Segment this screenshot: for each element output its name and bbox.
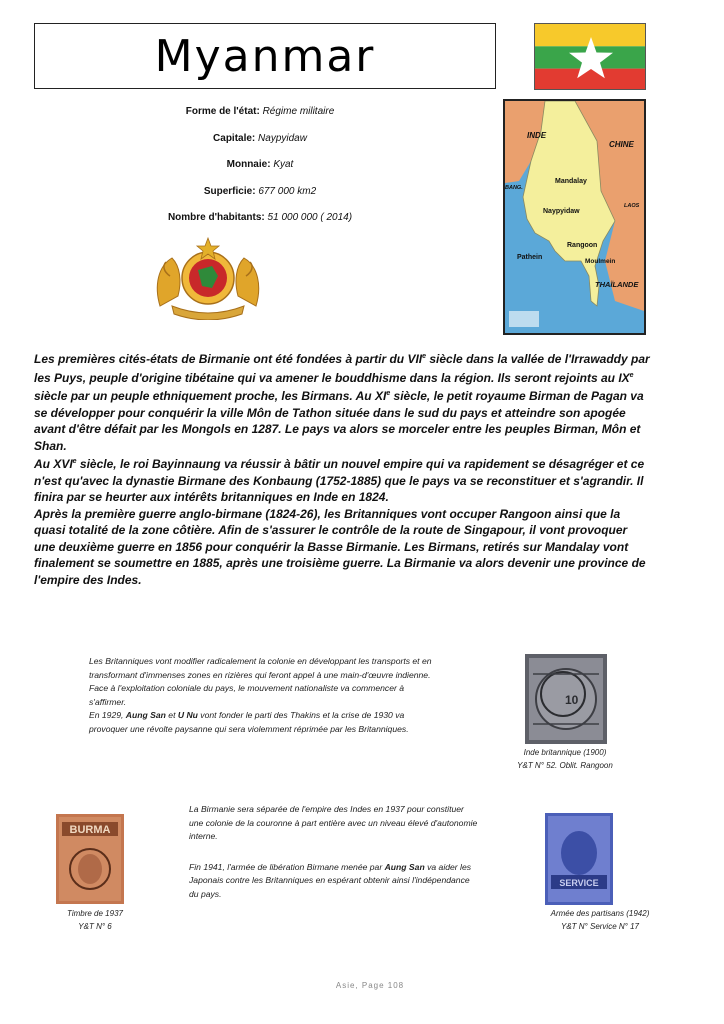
history-paragraph-3: Après la première guerre anglo-birmane (1824-26), les Britanniques vont occuper Rangoon ainsi que la quasi totalité de la zone côtière. Afin de s'assurer le contrôle de la route de Singapour, il vont provoquer une deuxième guerre en 1856 pour conquérir la Basse Birmanie. Les Birmans, retirés sur Mandalay vont finalement se soumettre en 1885, après une troisième guerre. La Birmanie va alors devenir une province de l'empire des Indes. bbox=[34, 506, 646, 587]
map-label-laos: LAOS bbox=[624, 203, 640, 209]
info-row-monnaie: Monnaie: Kyat bbox=[226, 159, 294, 170]
flag-graphic bbox=[535, 24, 646, 90]
map-label-bang: BANG. bbox=[505, 185, 523, 191]
map-label-moulmein: Moulmein bbox=[585, 258, 616, 265]
stamp-partisans-caption: Armée des partisans (1942) Y&T N° Service N° 17 bbox=[550, 909, 650, 931]
info-row-forme: Forme de l'état: Régime militaire bbox=[185, 106, 335, 117]
history-paragraph-2: Au XVIe siècle, le roi Bayinnaung va réussir à bâtir un nouvel empire qui va rapidement se désagréger et ce n'est qu'avec la dynastie Birmane des Konbaung (1752-1885) que le pays va se reconstituer et s'agrandir. Il finira par se heurter aux intérêts britanniques en Inde en 1824. bbox=[34, 457, 645, 504]
stamp-india-1900 bbox=[525, 654, 607, 744]
emblem-graphic bbox=[150, 236, 266, 320]
colonial-paragraph-1: Les Britanniques vont modifier radicalement la colonie en développant les transports et en transformant d'immenses zones en rizières qui feront appel à une main-d'œuvre indienne. Face à l'exploitation coloniale du pays, le mouvement nationaliste va commencer à s'affirmer. bbox=[89, 656, 432, 707]
main-history-text bbox=[34, 349, 650, 588]
info-row-superficie: Superficie: 677 000 km2 bbox=[203, 185, 317, 197]
page-footer: Asie, Page 108 bbox=[335, 981, 405, 990]
independence-paragraph-2: Fin 1941, l'armée de libération Birmane menée par Aung San va aider les Japonais contre les Britanniques en espérant obtenir ainsi l'indépendance du pays. bbox=[189, 861, 472, 899]
stamp-partisans-1942 bbox=[545, 813, 613, 905]
independence-paragraph-1: La Birmanie sera séparée de l'empire des Indes en 1937 pour constituer une colonie de la couronne à part entière avec un niveau élevé d'autonomie interne. bbox=[189, 804, 478, 842]
info-row-capitale: Capitale: Naypyidaw bbox=[213, 132, 307, 144]
stamp-service-text: SERVICE bbox=[559, 878, 599, 888]
coat-of-arms bbox=[150, 236, 266, 320]
map-label-thailande: THAÏLANDE bbox=[595, 280, 639, 289]
colonial-text bbox=[89, 655, 439, 737]
map-label-mandalay: Mandalay bbox=[555, 178, 587, 185]
map-label-rangoon: Rangoon bbox=[567, 242, 598, 249]
title-box bbox=[34, 23, 496, 89]
stamp-burma-caption: Timbre de 1937 Y&T N° 6 bbox=[67, 909, 123, 931]
colonial-paragraph-2: En 1929, Aung San et U Nu vont fonder le parti des Thakins et la crise de 1930 va provoquer une révolte paysanne qui sera violemment réprimée par les Britanniques. bbox=[89, 710, 409, 734]
map-label-pathein: Pathein bbox=[517, 254, 543, 261]
myanmar-map bbox=[503, 99, 646, 335]
map-label-inde: INDE bbox=[527, 131, 547, 140]
myanmar-flag bbox=[534, 23, 646, 90]
country-info bbox=[90, 104, 430, 237]
stamp-burma-text: BURMA bbox=[69, 824, 111, 836]
stamp-india-caption: Inde britannique (1900) Y&T N° 52. Oblit. Rangoon bbox=[517, 748, 613, 770]
history-paragraph-1: Les premières cités-états de Birmanie ont été fondées à partir du VIIe siècle dans la vallée de l'Irrawaddy par les Puys, peuple d'origine tibétaine qui va amener le bouddhisme dans la région. Ils seront rejoints au IXe siècle par un peuple ethniquement proche, les Birmans. Au XIe siècle, le petit royaume Birman de Pagan va se développer pour conquérir la ville Môn de Tathon située dans le sud du pays et atteindre son apogée avant d'être défait par les Mongols en 1287. Le pays va alors se morceler entre les peuples Birman, Môn et Shan. bbox=[34, 352, 650, 453]
stamp-postmark-text: 10 bbox=[565, 693, 579, 707]
independence-text bbox=[189, 803, 479, 902]
map-label-chine: CHINE bbox=[609, 140, 634, 149]
info-row-habitants: Nombre d'habitants: 51 000 000 ( 2014) bbox=[167, 212, 353, 223]
stamp-burma-1937 bbox=[56, 814, 124, 904]
map-graphic bbox=[505, 101, 644, 333]
page-title: Myanmar bbox=[154, 30, 376, 82]
map-label-naypyidaw: Naypyidaw bbox=[543, 208, 580, 215]
